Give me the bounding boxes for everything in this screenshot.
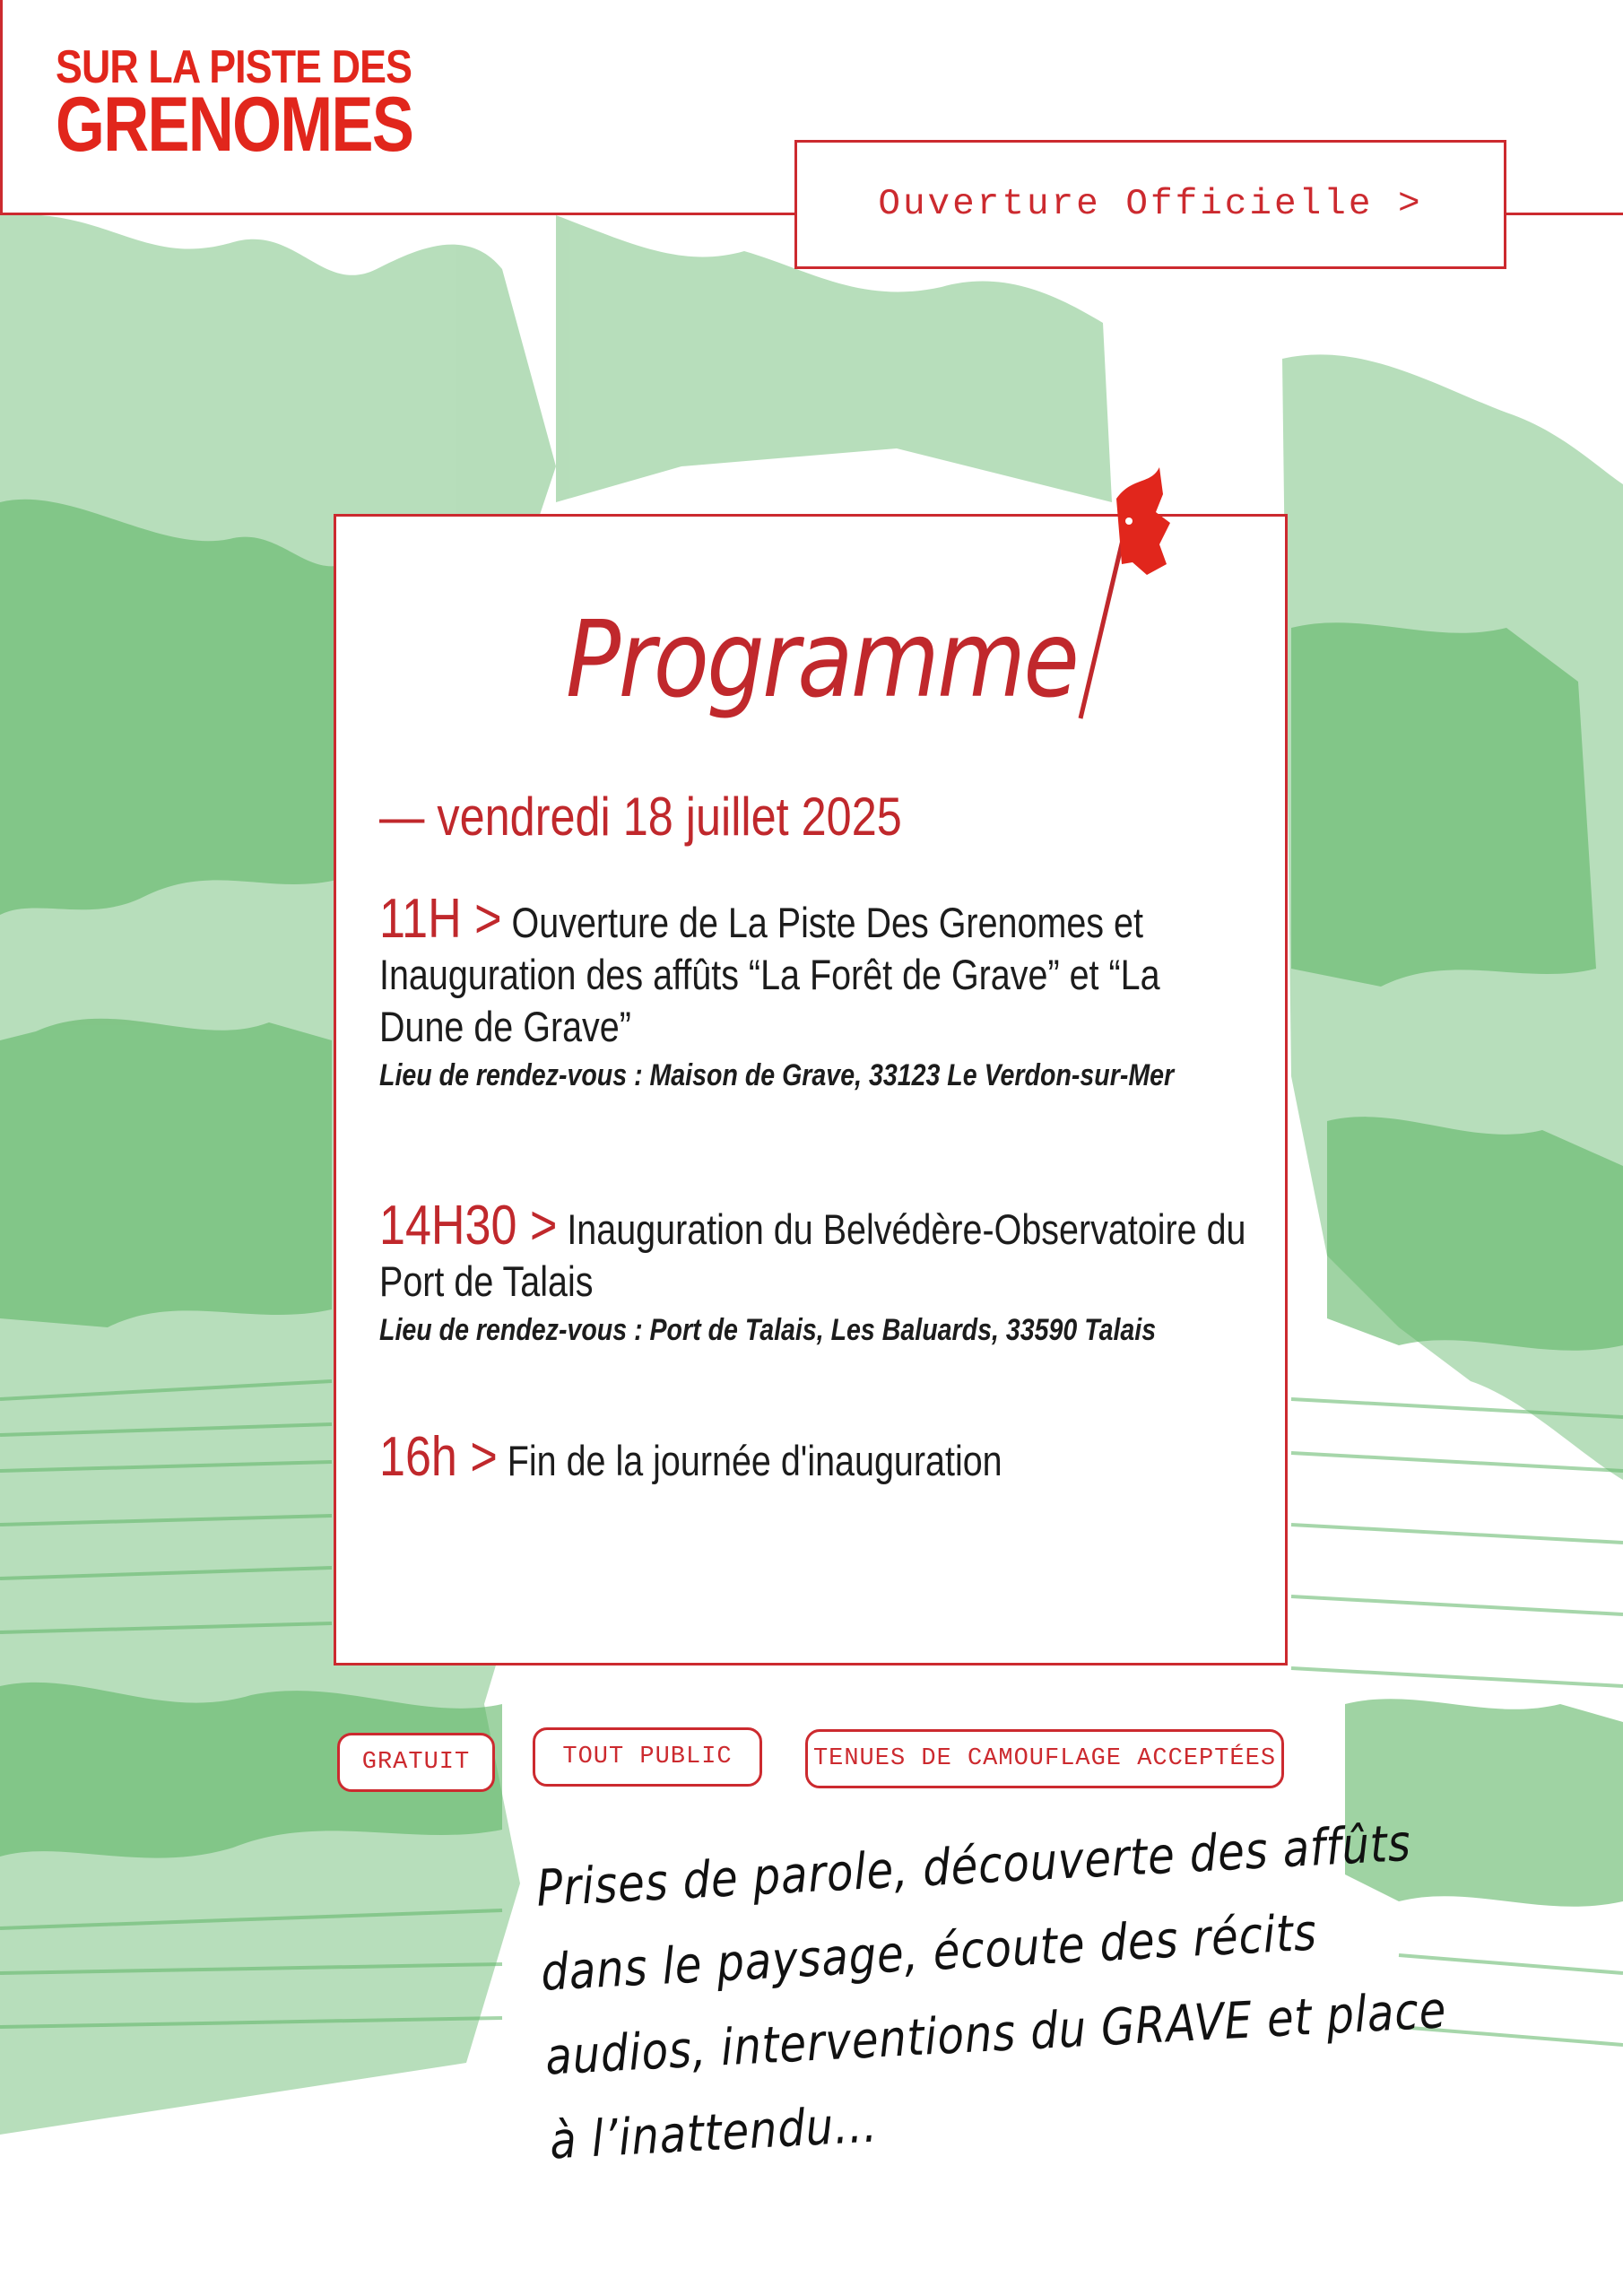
event-description-note xyxy=(534,1795,1553,2184)
header-divider-vertical xyxy=(0,0,3,215)
event-time: 16h > xyxy=(379,1426,498,1488)
ouverture-officielle-button[interactable]: Ouverture Officielle > xyxy=(794,140,1506,269)
red-flag-icon xyxy=(1070,458,1177,727)
logo-line-2: GRENOMES xyxy=(56,81,413,168)
note-line: Prises de parole, découverte des affûts xyxy=(534,1813,1413,1918)
event-description: Fin de la journée d'inauguration xyxy=(507,1437,1002,1484)
note-line: à l’inattendu… xyxy=(548,2095,880,2171)
logo xyxy=(56,41,491,168)
badge-tenues-camouflage: TENUES DE CAMOUFLAGE ACCEPTÉES xyxy=(805,1729,1284,1788)
note-line: audios, interventions du GRAVE et place xyxy=(543,1981,1448,2087)
programme-date: — vendredi 18 juillet 2025 xyxy=(379,787,902,847)
event-time: 14H30 > xyxy=(379,1195,558,1257)
header-divider-right xyxy=(1506,213,1623,215)
event-place: Lieu de rendez-vous : Maison de Grave, 33123 Le Verdon-sur-Mer xyxy=(379,1058,1175,1092)
header-divider-left xyxy=(0,213,798,215)
logo-line-1: SUR LA PISTE DES xyxy=(56,41,412,93)
event-description: Ouverture de La Piste Des Grenomes et Inauguration des affûts “La Forêt de Grave” et “La Dune de Grave” xyxy=(379,899,1160,1050)
event-place: Lieu de rendez-vous : Port de Talais, Les Baluards, 33590 Talais xyxy=(379,1313,1157,1347)
event-14h30 xyxy=(379,1195,1253,1348)
badge-tout-public: TOUT PUBLIC xyxy=(533,1727,762,1787)
event-time: 11H > xyxy=(379,888,502,950)
event-16h xyxy=(379,1426,1253,1488)
programme-card xyxy=(334,514,1288,1665)
note-line: dans le paysage, écoute des récits xyxy=(539,1903,1319,2003)
event-11h xyxy=(379,888,1253,1093)
badge-gratuit: GRATUIT xyxy=(337,1733,495,1792)
event-description: Inauguration du Belvédère-Observatoire du Port de Talais xyxy=(379,1205,1246,1305)
programme-title: Programme xyxy=(566,597,1078,721)
